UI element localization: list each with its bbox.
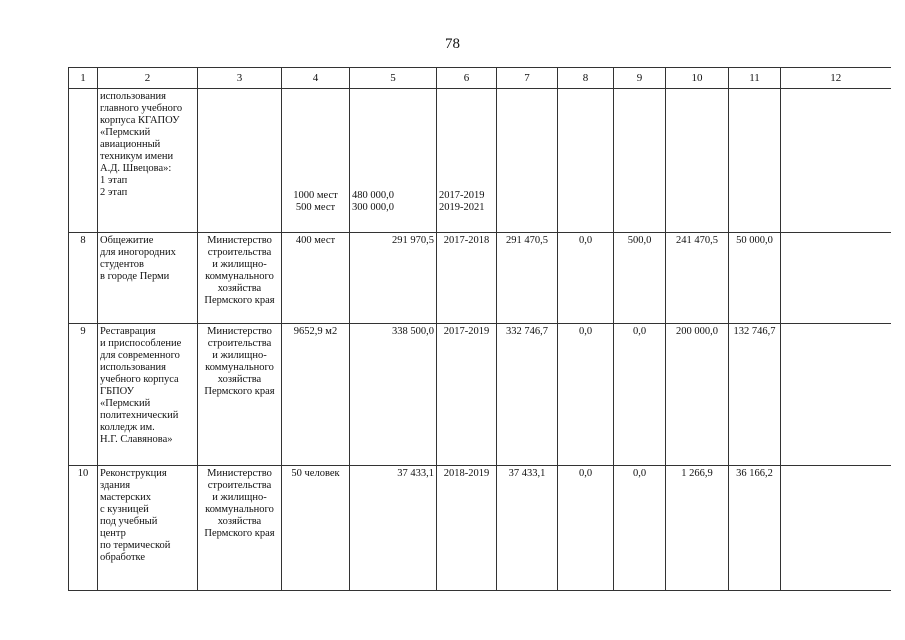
row-number-cell: 8 — [69, 233, 98, 324]
column-header: 10 — [666, 68, 729, 89]
ministry-cell — [198, 89, 282, 233]
data-cell — [781, 233, 891, 324]
cost-value: 480 000,0 300 000,0 — [352, 190, 394, 213]
cost-cell: 291 970,5 — [350, 233, 437, 324]
data-cell: 37 433,1 — [497, 466, 558, 591]
data-cell: 291 470,5 — [497, 233, 558, 324]
object-name-cell: Реконструкция здания мастерских с кузницей под учебный центр по термической обработке — [98, 466, 198, 591]
capacity-cell: 9652,9 м2 — [282, 324, 350, 466]
column-header: 2 — [98, 68, 198, 89]
data-cell — [558, 89, 614, 233]
capacity-cell: 400 мест — [282, 233, 350, 324]
data-cell: 132 746,7 — [729, 324, 781, 466]
data-cell — [781, 324, 891, 466]
row-number-cell: 10 — [69, 466, 98, 591]
column-header: 1 — [69, 68, 98, 89]
data-cell — [614, 89, 666, 233]
period-value: 2017-2019 2019-2021 — [439, 190, 485, 213]
data-cell: 36 166,2 — [729, 466, 781, 591]
data-cell: 241 470,5 — [666, 233, 729, 324]
column-header: 4 — [282, 68, 350, 89]
data-cell: 0,0 — [558, 233, 614, 324]
period-cell: 2017-2018 — [437, 233, 497, 324]
column-header: 3 — [198, 68, 282, 89]
row-number-cell — [69, 89, 98, 233]
column-header: 5 — [350, 68, 437, 89]
object-name-cell: использования главного учебного корпуса КГАПОУ «Пермский авиационный техникум имени А.Д. Швецова»: 1 этап 2 этап — [98, 89, 198, 233]
column-header: 6 — [437, 68, 497, 89]
data-cell — [729, 89, 781, 233]
page-number: 78 — [445, 36, 460, 52]
data-cell: 0,0 — [614, 466, 666, 591]
ministry-cell: Министерство строительства и жилищно- коммунального хозяйства Пермского края — [198, 324, 282, 466]
table-row — [69, 466, 891, 591]
column-header: 8 — [558, 68, 614, 89]
capacity-value: 1000 мест 500 мест — [293, 190, 338, 213]
table-row — [69, 233, 891, 324]
cost-cell — [350, 89, 437, 233]
ministry-cell: Министерство строительства и жилищно- коммунального хозяйства Пермского края — [198, 233, 282, 324]
period-cell: 2017-2019 — [437, 324, 497, 466]
column-header: 12 — [781, 68, 891, 89]
column-header: 9 — [614, 68, 666, 89]
data-cell: 0,0 — [558, 324, 614, 466]
capacity-cell — [282, 89, 350, 233]
period-cell: 2018-2019 — [437, 466, 497, 591]
column-number-row — [69, 68, 891, 89]
data-cell: 500,0 — [614, 233, 666, 324]
column-header: 7 — [497, 68, 558, 89]
data-cell: 50 000,0 — [729, 233, 781, 324]
data-cell — [781, 466, 891, 591]
data-cell: 200 000,0 — [666, 324, 729, 466]
table-row — [69, 89, 891, 233]
data-table — [68, 67, 891, 591]
data-cell: 332 746,7 — [497, 324, 558, 466]
object-name-cell: Общежитие для иногородних студентов в городе Перми — [98, 233, 198, 324]
data-cell — [781, 89, 891, 233]
capacity-cell: 50 человек — [282, 466, 350, 591]
data-cell: 1 266,9 — [666, 466, 729, 591]
column-header: 11 — [729, 68, 781, 89]
data-cell: 0,0 — [558, 466, 614, 591]
data-cell — [497, 89, 558, 233]
period-cell — [437, 89, 497, 233]
object-name-cell: Реставрация и приспособление для современного использования учебного корпуса ГБПОУ «Пермский политехнический колледж им. Н.Г. Славянова» — [98, 324, 198, 466]
cost-cell: 37 433,1 — [350, 466, 437, 591]
row-number-cell: 9 — [69, 324, 98, 466]
table-row — [69, 324, 891, 466]
cost-cell: 338 500,0 — [350, 324, 437, 466]
ministry-cell: Министерство строительства и жилищно- коммунального хозяйства Пермского края — [198, 466, 282, 591]
data-cell — [666, 89, 729, 233]
data-cell: 0,0 — [614, 324, 666, 466]
